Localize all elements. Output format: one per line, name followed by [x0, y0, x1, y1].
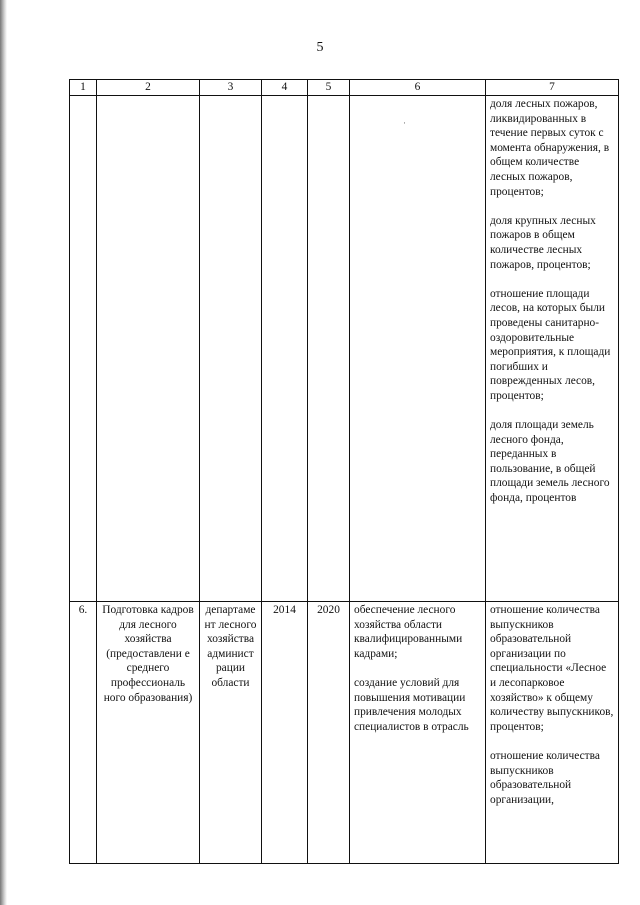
column-header-6: 6	[350, 80, 486, 96]
column-header-2: 2	[97, 80, 200, 96]
row-number: 6.	[70, 602, 97, 864]
cont-col6-cell	[350, 96, 486, 602]
executor: департаме нт лесного хозяйства админист рации области	[200, 602, 262, 864]
end-year: 2020	[308, 602, 350, 864]
expected-results-cell	[350, 602, 486, 864]
indicators-row6-cell	[486, 602, 619, 864]
indicators-cell	[486, 96, 619, 602]
column-header-4: 4	[262, 80, 308, 96]
indicator-sanitary-measures: отношение площади лесов, на которых были проведены санитарно-оздоровительные мероприятия, к площади погибших и поврежденных лесов, процентов;	[490, 287, 611, 402]
indicator-large-fires: доля крупных лесных пожаров в общем количестве лесных пожаров, процентов;	[490, 214, 596, 271]
column-header-7: 7	[486, 80, 619, 96]
column-header-3: 3	[200, 80, 262, 96]
column-header-5: 5	[308, 80, 350, 96]
program-table	[69, 79, 619, 864]
activity-name: Подготовка кадров для лесного хозяйства (предоставлени е среднего профессиональ ного образования)	[97, 602, 200, 864]
table-row-6	[70, 602, 619, 864]
indicator-fires-first-day: доля лесных пожаров, ликвидированных в течение первых суток с момента обнаружения, в общем количестве лесных пожаров, процентов;	[490, 98, 610, 198]
indicator-graduates-continued: отношение количества выпускников образовательной организации,	[490, 749, 600, 806]
cont-col4-cell	[262, 96, 308, 602]
cont-col1-cell	[70, 96, 97, 602]
indicator-land-in-use: доля площади земель лесного фонда, переданных в пользование, в общей площади земель лесного фонда, процентов	[490, 419, 610, 505]
page-number: 5	[316, 40, 324, 55]
indicator-graduates-share: отношение количества выпускников образовательной организации по специальности «Лесное и лесопарковое хозяйство» к общему количеству выпускников, процентов;	[490, 604, 614, 733]
cont-col5-cell	[308, 96, 350, 602]
cont-col2-cell	[97, 96, 200, 602]
scan-edge-shadow	[0, 0, 7, 905]
column-header-1: 1	[70, 80, 97, 96]
start-year: 2014	[262, 602, 308, 864]
result-staffing: обеспечение лесного хозяйства области квалифицированными кадрами;	[354, 604, 463, 660]
column-number-row	[70, 80, 619, 96]
scan-speck: ·	[403, 118, 406, 128]
continuation-row	[70, 96, 619, 602]
result-motivation: создание условий для повышения мотивации привлечения молодых специалистов в отрасль	[354, 676, 469, 733]
cont-col3-cell	[200, 96, 262, 602]
